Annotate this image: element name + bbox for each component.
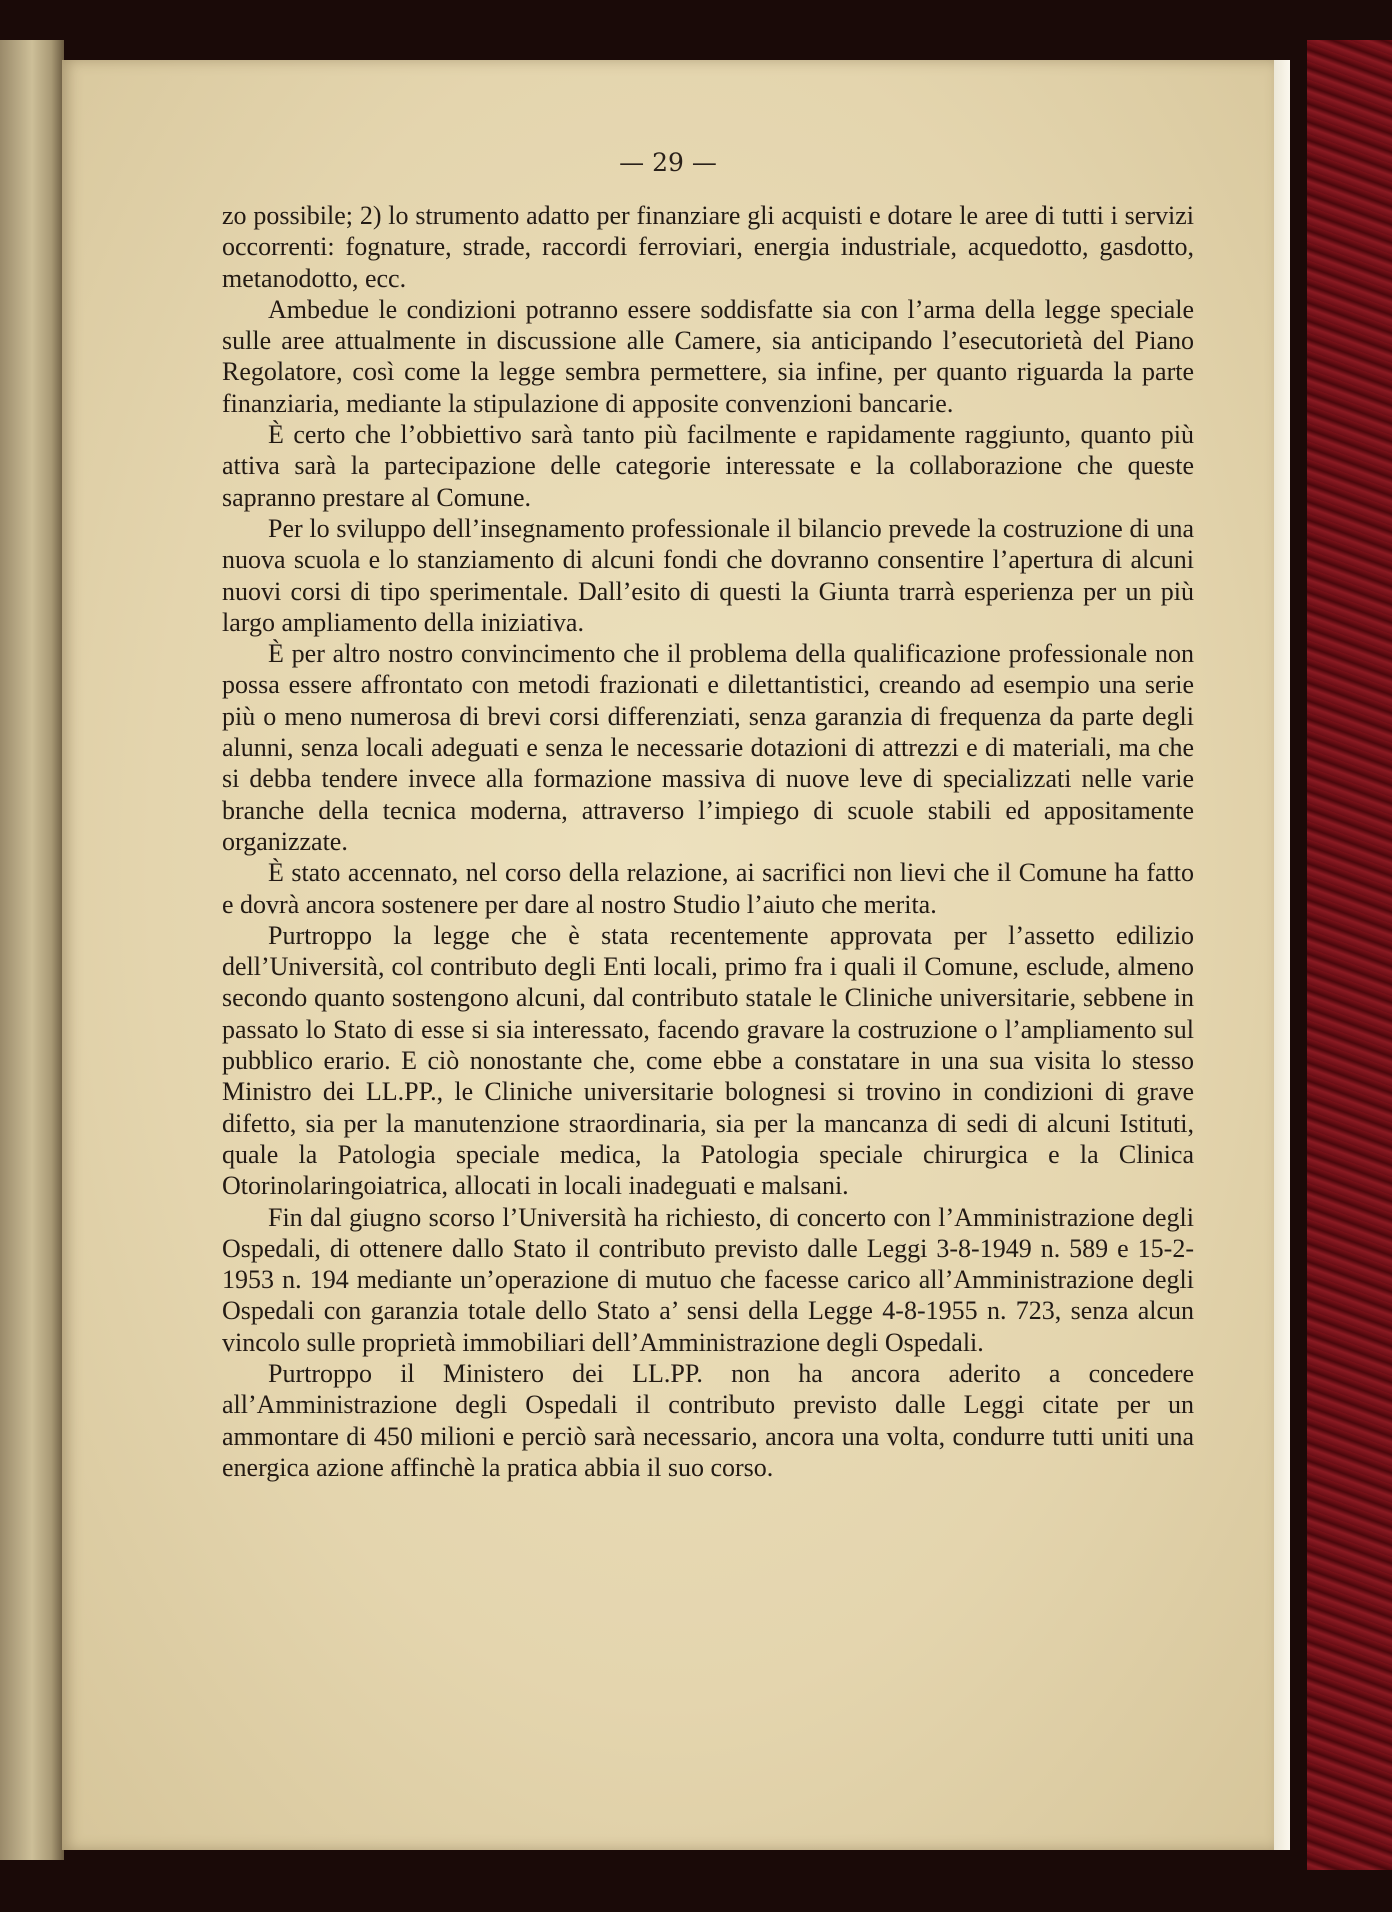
paragraph: Purtroppo il Ministero dei LL.PP. non ha ancora aderito a concedere all’Amministrazione degli Ospedali il contributo previsto dalle Leggi citate per un ammontare di 450 milioni e perciò sarà necessario, ancora una volta, condurre tutti uniti una energica azione affinchè la pratica abbia il suo corso.: [222, 1358, 1194, 1482]
page-body: [222, 200, 1194, 1483]
page-number: — 29 —: [619, 148, 717, 177]
paragraph: Per lo sviluppo dell’insegnamento professionale il bilancio prevede la costruzione di una nuova scuola e lo stanziamento di alcuni fondi che dovranno consentire l’apertura di alcuni nuovi corsi di tipo sperimentale. Dall’esito di questi la Giunta trarrà esperienza per un più largo ampliamento della iniziativa.: [222, 513, 1194, 637]
book-page: [62, 60, 1274, 1850]
book-binding-left: [0, 40, 64, 1860]
paragraph: zo possibile; 2) lo strumento adatto per finanziare gli acquisti e dotare le aree di tutti i servizi occorrenti: fognature, strade, raccordi ferroviari, energia industriale, acquedotto, gasdotto, metanodotto, ecc.: [222, 201, 1194, 293]
paragraph: È stato accennato, nel corso della relazione, ai sacrifici non lievi che il Comune ha fatto e dovrà ancora sostenere per dare al nostro Studio l’aiuto che merita.: [222, 858, 1194, 919]
paragraph: Purtroppo la legge che è stata recentemente approvata per l’assetto edilizio dell’Università, col contributo degli Enti locali, primo fra i quali il Comune, esclude, almeno secondo quanto sostengono alcuni, dal contributo statale le Cliniche universitarie, sebbene in passato lo Stato di esse si sia interessato, facendo gravare la costruzione o l’ampliamento sul pubblico erario. E ciò nonostante che, come ebbe a constatare in una sua visita lo stesso Ministro dei LL.PP., le Cliniche universitarie bolognesi si trovino in condizioni di grave difetto, sia per la manutenzione straordinaria, sia per la mancanza di sedi di alcuni Istituti, quale la Patologia speciale medica, la Patologia speciale chirurgica e la Clinica Otorinolaringoiatrica, allocati in locali inadeguati e malsani.: [222, 920, 1194, 1201]
paragraph: È per altro nostro convincimento che il problema della qualificazione professionale non possa essere affrontato con metodi frazionati e dilettantistici, creando ad esempio una serie più o meno numerosa di brevi corsi differenziati, senza garanzia di frequenza da parte degli alunni, senza locali adeguati e senza le necessarie dotazioni di attrezzi e di materiali, ma che si debba tendere invece alla formazione massiva di nuove leve di specializzati nelle varie branche della tecnica moderna, attraverso l’impiego di scuole stabili ed appositamente organizzate.: [222, 639, 1194, 856]
paragraph: È certo che l’obbiettivo sarà tanto più facilmente e rapidamente raggiunto, quanto più attiva sarà la partecipazione delle categorie interessate e la collaborazione che queste sapranno prestare al Comune.: [222, 420, 1194, 512]
paragraph: Fin dal giugno scorso l’Università ha richiesto, di concerto con l’Amministrazione degli Ospedali, di ottenere dallo Stato il contributo previsto dalle Leggi 3-8-1949 n. 589 e 15-2-1953 n. 194 mediante un’operazione di mutuo che facesse carico all’Amministrazione degli Ospedali con garanzia totale dello Stato a’ sensi della Legge 4-8-1955 n. 723, senza alcun vincolo sulle proprietà immobiliari dell’Amministrazione degli Ospedali.: [222, 1202, 1194, 1357]
book-binding-right: [1307, 40, 1392, 1870]
paragraph: Ambedue le condizioni potranno essere soddisfatte sia con l’arma della legge speciale sulle aree attualmente in discussione alle Camere, sia anticipando l’esecutorietà del Piano Regolatore, così come la legge sembra permettere, sia infine, per quanto riguarda la parte finanziaria, mediante la stipulazione di apposite convenzioni bancarie.: [222, 294, 1194, 418]
